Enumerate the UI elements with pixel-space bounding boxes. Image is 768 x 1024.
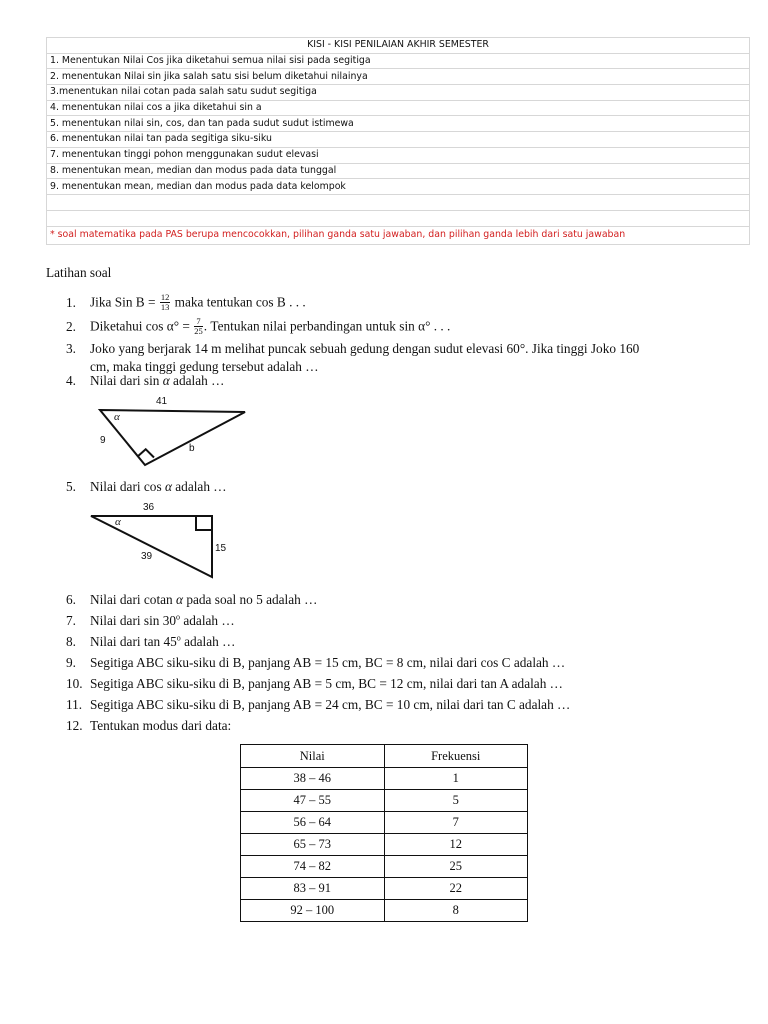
cell-nilai: 74 – 82 bbox=[241, 856, 385, 878]
question-number: 6. bbox=[66, 592, 76, 607]
question-6 bbox=[66, 592, 317, 608]
question-4 bbox=[66, 373, 224, 389]
side-label-left: 9 bbox=[100, 435, 106, 446]
kisi-item: 2. menentukan Nilai sin jika salah satu sisi belum diketahui nilainya bbox=[47, 69, 750, 85]
cell-frekuensi: 8 bbox=[384, 900, 528, 922]
question-text: Joko yang berjarak 14 m melihat puncak sebuah gedung dengan sudut elevasi 60°. Jika tinggi Joko 160 bbox=[90, 341, 640, 356]
question-text: Tentukan modus dari data: bbox=[90, 718, 232, 733]
fraction bbox=[160, 293, 171, 312]
question-8 bbox=[66, 634, 235, 650]
question-text: Diketahui cos α° = bbox=[90, 318, 190, 334]
question-text: . Tentukan nilai perbandingan untuk sin α° . . . bbox=[203, 318, 451, 334]
table-row bbox=[241, 768, 528, 790]
question-9 bbox=[66, 655, 565, 671]
alpha-symbol: α bbox=[162, 373, 170, 388]
triangle-shape bbox=[100, 410, 245, 465]
kisi-item: 5. menentukan nilai sin, cos, dan tan pada sudut sudut istimewa bbox=[47, 116, 750, 132]
table-row bbox=[241, 856, 528, 878]
question-text: Nilai dari cos bbox=[90, 479, 165, 494]
question-number: 9. bbox=[66, 655, 76, 670]
question-text: adalah … bbox=[169, 373, 225, 388]
table-row bbox=[241, 790, 528, 812]
cell-frekuensi: 12 bbox=[384, 834, 528, 856]
question-number: 4. bbox=[66, 373, 76, 388]
question-number: 12. bbox=[66, 718, 83, 733]
kisi-item: 6. menentukan nilai tan pada segitiga siku-siku bbox=[47, 132, 750, 148]
kisi-item: 7. menentukan tinggi pohon menggunakan sudut elevasi bbox=[47, 147, 750, 163]
frequency-table bbox=[240, 744, 528, 922]
question-12 bbox=[66, 718, 231, 734]
cell-frekuensi: 25 bbox=[384, 856, 528, 878]
kisi-title: KISI - KISI PENILAIAN AKHIR SEMESTER bbox=[47, 38, 750, 54]
right-angle-marker bbox=[196, 516, 212, 530]
cell-nilai: 56 – 64 bbox=[241, 812, 385, 834]
side-label-right: b bbox=[189, 443, 195, 454]
question-10 bbox=[66, 676, 563, 692]
question-number: 11. bbox=[66, 697, 83, 712]
table-row bbox=[241, 878, 528, 900]
cell-nilai: 47 – 55 bbox=[241, 790, 385, 812]
cell-frekuensi: 7 bbox=[384, 812, 528, 834]
question-text: Segitiga ABC siku-siku di B, panjang AB = 5 cm, BC = 12 cm, nilai dari tan A adalah … bbox=[90, 676, 563, 691]
table-row bbox=[241, 812, 528, 834]
kisi-item: 3.menentukan nilai cotan pada salah satu sudut segitiga bbox=[47, 85, 750, 101]
kisi-item: 8. menentukan mean, median dan modus pada data tunggal bbox=[47, 163, 750, 179]
triangle-figure-q5 bbox=[85, 497, 245, 582]
table-row bbox=[241, 834, 528, 856]
fraction bbox=[194, 317, 203, 336]
side-label-top: 41 bbox=[156, 396, 168, 407]
kisi-blank-row bbox=[47, 194, 750, 210]
header-nilai: Nilai bbox=[241, 745, 385, 768]
question-text-continued: cm, maka tinggi gedung tersebut adalah … bbox=[90, 359, 319, 374]
fraction-numerator: 7 bbox=[194, 317, 203, 327]
fraction-numerator: 12 bbox=[160, 292, 170, 302]
table-row bbox=[241, 900, 528, 922]
cell-nilai: 65 – 73 bbox=[241, 834, 385, 856]
angle-label-alpha: α bbox=[115, 516, 121, 528]
question-text: Nilai dari sin bbox=[90, 373, 163, 388]
fraction-denominator: 25 bbox=[194, 326, 203, 336]
question-number: 8. bbox=[66, 634, 76, 649]
question-text: maka tentukan cos B . . . bbox=[174, 294, 306, 310]
cell-nilai: 83 – 91 bbox=[241, 878, 385, 900]
kisi-note: * soal matematika pada PAS berupa mencocokkan, pilihan ganda satu jawaban, dan pilihan ganda lebih dari satu jawaban bbox=[47, 226, 750, 244]
question-text: adalah … bbox=[171, 479, 227, 494]
kisi-table bbox=[46, 37, 750, 245]
alpha-symbol: α bbox=[164, 479, 172, 494]
table-header-row bbox=[241, 745, 528, 768]
degree-superscript: o bbox=[176, 633, 181, 643]
question-text: Nilai dari sin 30 bbox=[90, 613, 177, 628]
cell-frekuensi: 5 bbox=[384, 790, 528, 812]
angle-label-alpha: α bbox=[114, 411, 120, 423]
kisi-item: 4. menentukan nilai cos a jika diketahui sin a bbox=[47, 100, 750, 116]
right-angle-marker bbox=[137, 449, 154, 457]
cell-nilai: 38 – 46 bbox=[241, 768, 385, 790]
question-number: 10. bbox=[66, 676, 83, 691]
question-1 bbox=[66, 294, 306, 313]
degree-superscript: o bbox=[176, 612, 181, 622]
side-label-right: 15 bbox=[215, 543, 227, 554]
question-number: 3. bbox=[66, 341, 76, 356]
latihan-title: Latihan soal bbox=[46, 265, 112, 280]
question-number: 2. bbox=[66, 318, 76, 334]
kisi-blank-row bbox=[47, 210, 750, 226]
question-number: 1. bbox=[66, 294, 76, 310]
cell-frekuensi: 22 bbox=[384, 878, 528, 900]
question-text: adalah … bbox=[180, 634, 236, 649]
question-number: 5. bbox=[66, 479, 76, 494]
question-text: Segitiga ABC siku-siku di B, panjang AB = 24 cm, BC = 10 cm, nilai dari tan C adalah … bbox=[90, 697, 571, 712]
header-frekuensi: Frekuensi bbox=[384, 745, 528, 768]
fraction-denominator: 13 bbox=[160, 302, 170, 312]
triangle-figure-q4 bbox=[90, 390, 255, 472]
triangle-shape bbox=[91, 516, 212, 577]
question-text: Jika Sin B = bbox=[90, 294, 156, 310]
question-text: Segitiga ABC siku-siku di B, panjang AB = 15 cm, BC = 8 cm, nilai dari cos C adalah … bbox=[90, 655, 566, 670]
question-2 bbox=[66, 318, 450, 337]
question-text: pada soal no 5 adalah … bbox=[183, 592, 318, 607]
cell-nilai: 92 – 100 bbox=[241, 900, 385, 922]
question-3 bbox=[66, 340, 726, 376]
cell-frekuensi: 1 bbox=[384, 768, 528, 790]
alpha-symbol: α bbox=[176, 592, 184, 607]
kisi-item: 9. menentukan mean, median dan modus pada data kelompok bbox=[47, 179, 750, 195]
question-text: adalah … bbox=[180, 613, 235, 628]
question-11 bbox=[66, 697, 570, 713]
question-text: Nilai dari tan 45 bbox=[90, 634, 177, 649]
question-text: Nilai dari cotan bbox=[90, 592, 177, 607]
question-5 bbox=[66, 479, 227, 495]
question-number: 7. bbox=[66, 613, 76, 628]
side-label-hypotenuse: 39 bbox=[141, 551, 153, 562]
question-7 bbox=[66, 613, 235, 629]
side-label-top: 36 bbox=[143, 502, 155, 513]
kisi-item: 1. Menentukan Nilai Cos jika diketahui semua nilai sisi pada segitiga bbox=[47, 53, 750, 69]
